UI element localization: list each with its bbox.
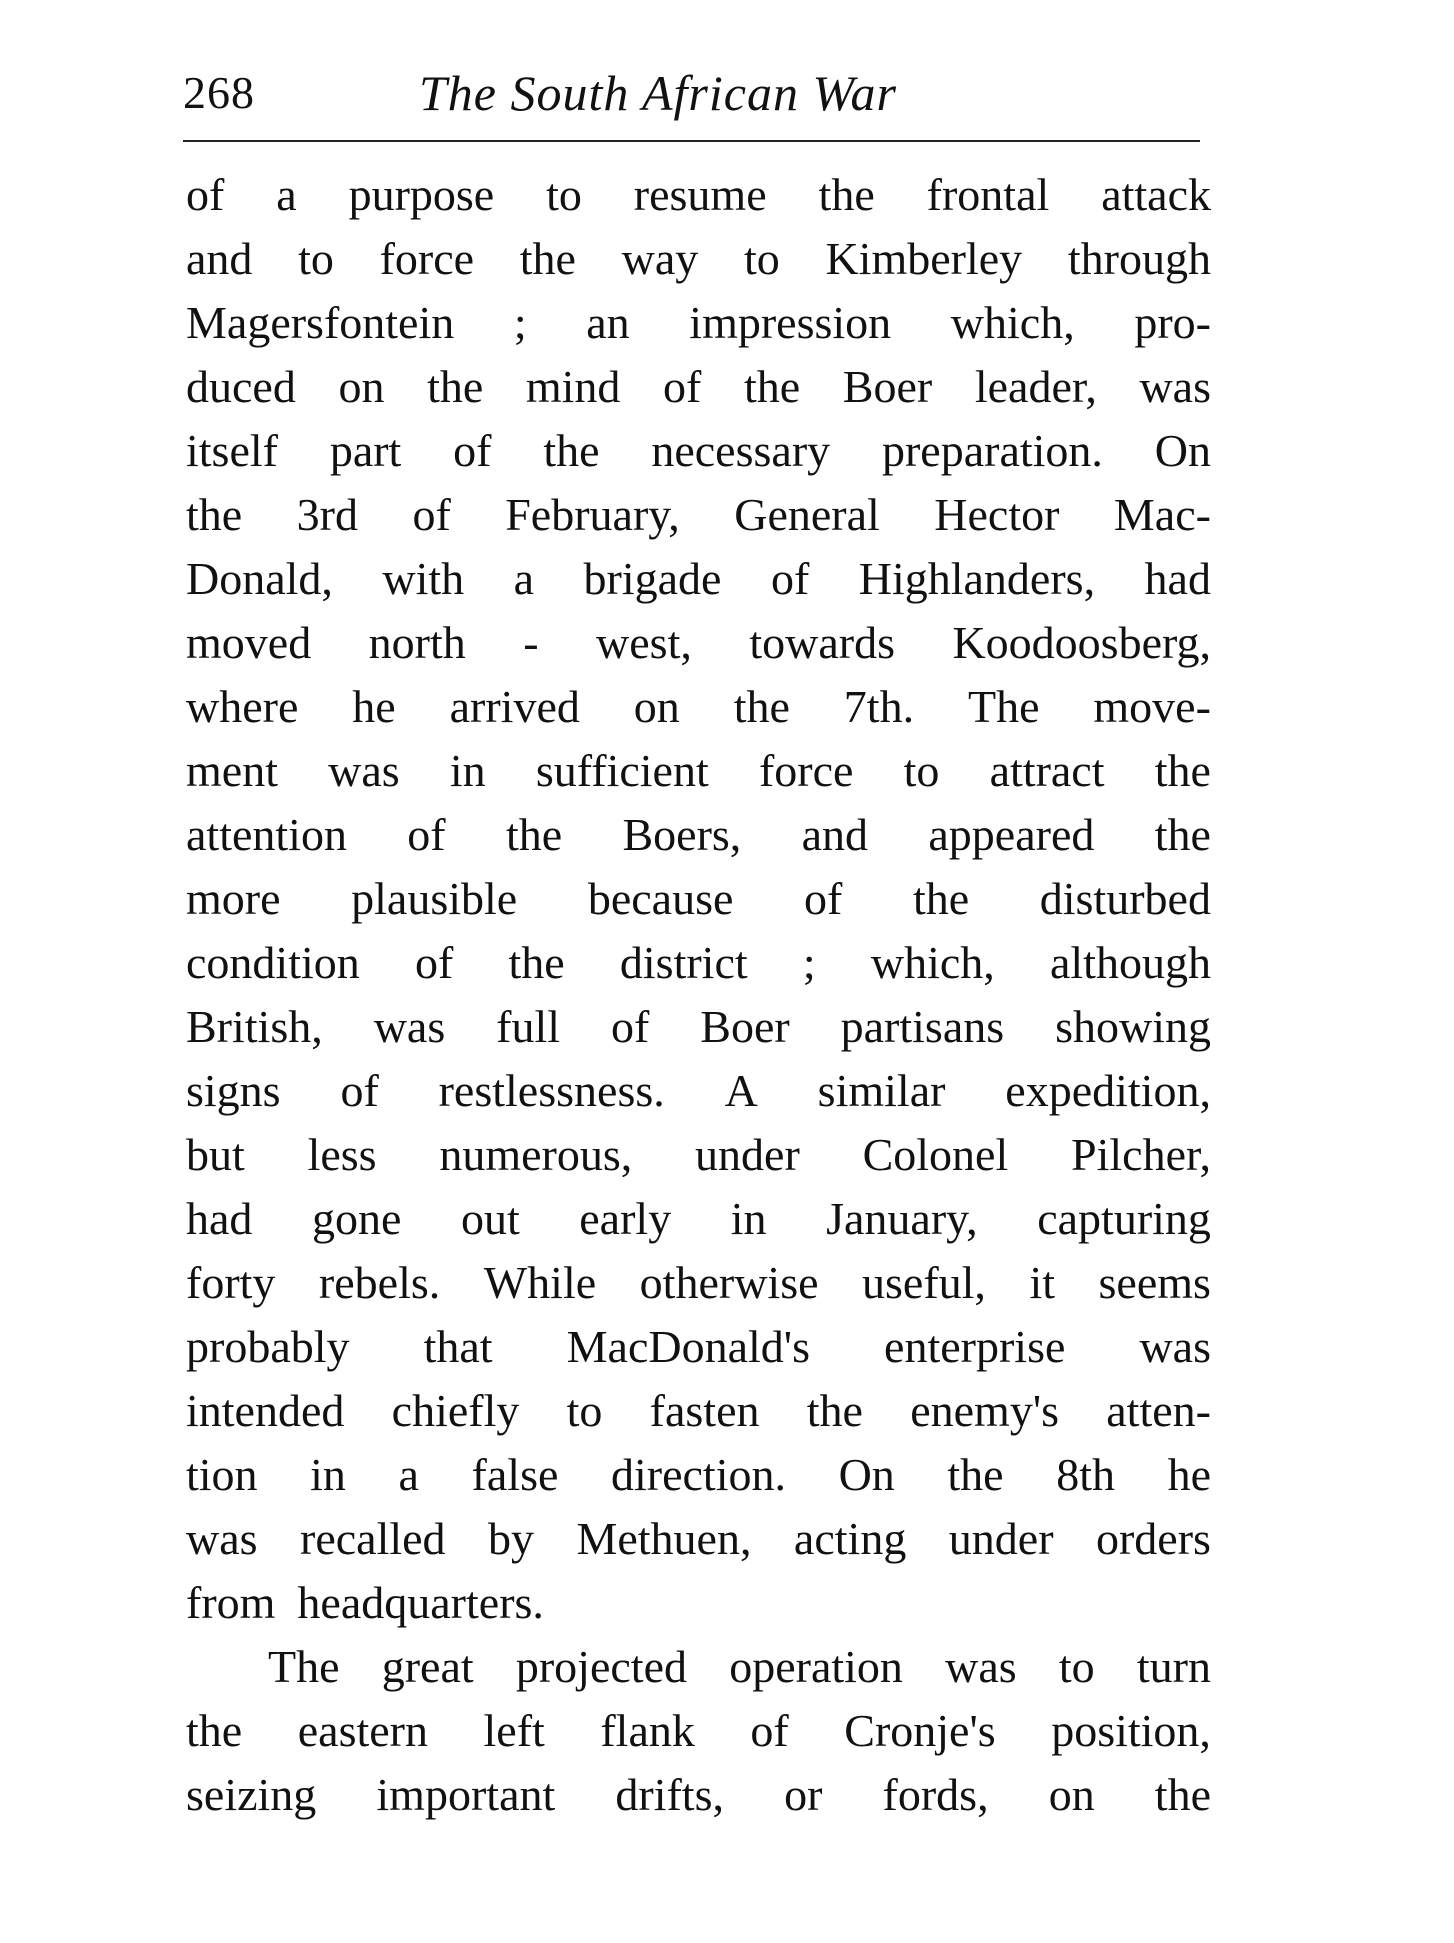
text-line [186, 611, 1211, 675]
word: of [412, 489, 451, 540]
text-line [186, 1507, 1211, 1571]
word: atten- [1106, 1385, 1211, 1436]
word: plausible [351, 873, 518, 924]
word: of [611, 1001, 650, 1052]
word: to [546, 169, 582, 220]
word: false [471, 1449, 559, 1500]
word: more [186, 873, 281, 924]
word: 7th. [843, 681, 915, 732]
word: on [338, 361, 385, 412]
word: The [967, 681, 1040, 732]
word: way [621, 233, 699, 284]
word: to [298, 233, 334, 284]
word: had [186, 1193, 253, 1244]
word: attack [1101, 169, 1211, 220]
word: fords, [882, 1769, 989, 1820]
word: he [352, 681, 396, 732]
word: great [381, 1641, 474, 1692]
word: of [414, 937, 454, 988]
word: February, [505, 489, 680, 540]
word: Mac- [1113, 489, 1211, 540]
word: attention [186, 809, 347, 860]
word: to [1058, 1641, 1095, 1692]
text-line [186, 931, 1211, 995]
word: projected [515, 1641, 687, 1692]
word: enemy's [910, 1385, 1060, 1436]
word: Boer [700, 1001, 790, 1052]
word: Boers, [622, 809, 742, 860]
word: turn [1136, 1641, 1211, 1692]
word: gone [311, 1193, 402, 1244]
text-line [186, 1251, 1211, 1315]
word: attract [989, 745, 1105, 796]
text-line [186, 1635, 1211, 1699]
word: enterprise [884, 1321, 1066, 1372]
word: the [1154, 1769, 1211, 1820]
word: towards [749, 617, 895, 668]
word: intended [186, 1385, 345, 1436]
word: was [373, 1001, 446, 1052]
word: capturing [1037, 1193, 1211, 1244]
word: of [407, 809, 446, 860]
word: MacDonald's [566, 1321, 810, 1372]
word: the [806, 1385, 863, 1436]
word: although [1049, 937, 1211, 988]
word: seems [1098, 1257, 1211, 1308]
text-line [186, 291, 1211, 355]
word: leader, [974, 361, 1097, 412]
word: recalled [300, 1513, 446, 1564]
word: full [496, 1001, 561, 1052]
word: Hector [934, 489, 1060, 540]
word: acting [793, 1513, 907, 1564]
word: the [543, 425, 600, 476]
word: forty [186, 1257, 276, 1308]
word: Pilcher, [1071, 1129, 1211, 1180]
word: useful, [862, 1257, 986, 1308]
text-line [186, 739, 1211, 803]
word: it [1029, 1257, 1055, 1308]
text-line [186, 1443, 1211, 1507]
text-line [186, 419, 1211, 483]
running-title: The South African War [419, 65, 897, 121]
word: the [947, 1449, 1004, 1500]
text-line [186, 1379, 1211, 1443]
word: restlessness. [438, 1065, 665, 1116]
word: the [186, 489, 243, 540]
word: While [483, 1257, 597, 1308]
word: - [523, 617, 539, 668]
word: but [186, 1129, 245, 1180]
word: a [276, 169, 297, 220]
word: partisans [840, 1001, 1005, 1052]
word: ment [186, 745, 278, 796]
word: less [307, 1129, 377, 1180]
word: which, [870, 937, 995, 988]
text-line [186, 547, 1211, 611]
text-line [186, 355, 1211, 419]
word: was [186, 1513, 258, 1564]
word: the [186, 1705, 243, 1756]
word: direction. [610, 1449, 786, 1500]
word: that [423, 1321, 493, 1372]
word: from [186, 1577, 276, 1628]
word: the [427, 361, 484, 412]
word: because [587, 873, 734, 924]
word: to [743, 233, 780, 284]
word: district [619, 937, 748, 988]
word: was [328, 745, 400, 796]
word: disturbed [1039, 873, 1211, 924]
word: left [483, 1705, 545, 1756]
word: orders [1095, 1513, 1211, 1564]
word: in [730, 1193, 767, 1244]
word: the [1154, 745, 1211, 796]
word: A [724, 1065, 758, 1116]
text-line [186, 1699, 1211, 1763]
word: flank [600, 1705, 695, 1756]
body-text [186, 163, 1211, 1827]
word: sufficient [535, 745, 709, 796]
word: On [838, 1449, 895, 1500]
text-line [186, 1187, 1211, 1251]
word: on [1048, 1769, 1095, 1820]
word: similar [817, 1065, 946, 1116]
word: General [734, 489, 880, 540]
word: an [586, 297, 630, 348]
word: duced [186, 361, 296, 412]
word: ; [802, 937, 816, 988]
text-line [186, 867, 1211, 931]
word: chiefly [391, 1385, 520, 1436]
word: or [784, 1769, 823, 1820]
word: mind [525, 361, 621, 412]
word: eastern [297, 1705, 428, 1756]
page-number: 268 [183, 67, 255, 118]
word: a [398, 1449, 419, 1500]
text-line [186, 1123, 1211, 1187]
word: of [804, 873, 843, 924]
word: in [310, 1449, 346, 1500]
word: the [519, 233, 576, 284]
word: the [733, 681, 790, 732]
word: tion [186, 1449, 258, 1500]
text-line [186, 675, 1211, 739]
word: was [1139, 1321, 1211, 1372]
word: with [382, 553, 465, 604]
running-header [183, 58, 1200, 128]
word: operation [729, 1641, 903, 1692]
word: was [1139, 361, 1211, 412]
word: drifts, [615, 1769, 724, 1820]
word: the [505, 809, 563, 860]
word: January, [826, 1193, 978, 1244]
text-line [186, 1059, 1211, 1123]
word: of [453, 425, 492, 476]
word: On [1154, 425, 1211, 476]
word: Koodoosberg, [952, 617, 1211, 668]
word: of [770, 553, 810, 604]
word: west, [596, 617, 692, 668]
word: necessary [651, 425, 831, 476]
word: under [948, 1513, 1054, 1564]
text-line [186, 803, 1211, 867]
text-line [186, 483, 1211, 547]
word: had [1144, 553, 1211, 604]
word: ; [513, 297, 527, 348]
word: 8th [1056, 1449, 1115, 1500]
word: arrived [449, 681, 580, 732]
word: Colonel [862, 1129, 1009, 1180]
word: Cronje's [844, 1705, 996, 1756]
word: north [368, 617, 466, 668]
header-rule [183, 140, 1200, 142]
word: 3rd [296, 489, 358, 540]
word: force [758, 745, 854, 796]
word: numerous, [439, 1129, 633, 1180]
word: condition [186, 937, 360, 988]
word: was [945, 1641, 1017, 1692]
word: Magersfontein [186, 297, 455, 348]
text-line [186, 1315, 1211, 1379]
word: force [379, 233, 475, 284]
word: rebels. [318, 1257, 441, 1308]
text-line [186, 163, 1211, 227]
word: brigade [583, 553, 722, 604]
word: under [695, 1129, 800, 1180]
word: otherwise [639, 1257, 819, 1308]
word: impression [689, 297, 892, 348]
word: to [566, 1385, 603, 1436]
word: fasten [649, 1385, 760, 1436]
word: position, [1051, 1705, 1211, 1756]
word: expedition, [1005, 1065, 1211, 1116]
word: early [579, 1193, 672, 1244]
word: preparation. [881, 425, 1103, 476]
word: in [449, 745, 486, 796]
word: and [801, 809, 869, 860]
word: by [488, 1513, 534, 1564]
word: the [912, 873, 970, 924]
word: of [663, 361, 702, 412]
word: he [1167, 1449, 1211, 1500]
word: appeared [928, 809, 1095, 860]
word: Highlanders, [858, 553, 1096, 604]
word: to [903, 745, 940, 796]
word: Kimberley [825, 233, 1023, 284]
word: seizing [186, 1769, 317, 1820]
word: the [1154, 809, 1211, 860]
word: move- [1093, 681, 1211, 732]
word: purpose [348, 169, 495, 220]
text-line [186, 995, 1211, 1059]
word: itself [186, 425, 278, 476]
text-line [186, 1763, 1211, 1827]
word: Boer [842, 361, 933, 412]
word: showing [1055, 1001, 1211, 1052]
word: headquarters. [297, 1577, 544, 1628]
word: resume [633, 169, 767, 220]
word: important [376, 1769, 556, 1820]
word: the [508, 937, 565, 988]
text-line [186, 227, 1211, 291]
word: which, [950, 297, 1075, 348]
word: pro- [1134, 297, 1211, 348]
word: the [818, 169, 875, 220]
word: frontal [926, 169, 1050, 220]
word: where [186, 681, 299, 732]
word: and [186, 233, 253, 284]
word: of [186, 169, 225, 220]
text-line [186, 1571, 1211, 1635]
word: of [340, 1065, 379, 1116]
word: part [329, 425, 402, 476]
word: moved [186, 617, 312, 668]
word: probably [186, 1321, 350, 1372]
word: British, [186, 1001, 323, 1052]
word: on [633, 681, 680, 732]
word: Methuen, [576, 1513, 752, 1564]
word: of [750, 1705, 789, 1756]
word: through [1067, 233, 1211, 284]
word: the [743, 361, 801, 412]
word: signs [186, 1065, 281, 1116]
word: The [268, 1641, 340, 1692]
word: a [513, 553, 535, 604]
word: Donald, [186, 553, 333, 604]
word: out [460, 1193, 520, 1244]
